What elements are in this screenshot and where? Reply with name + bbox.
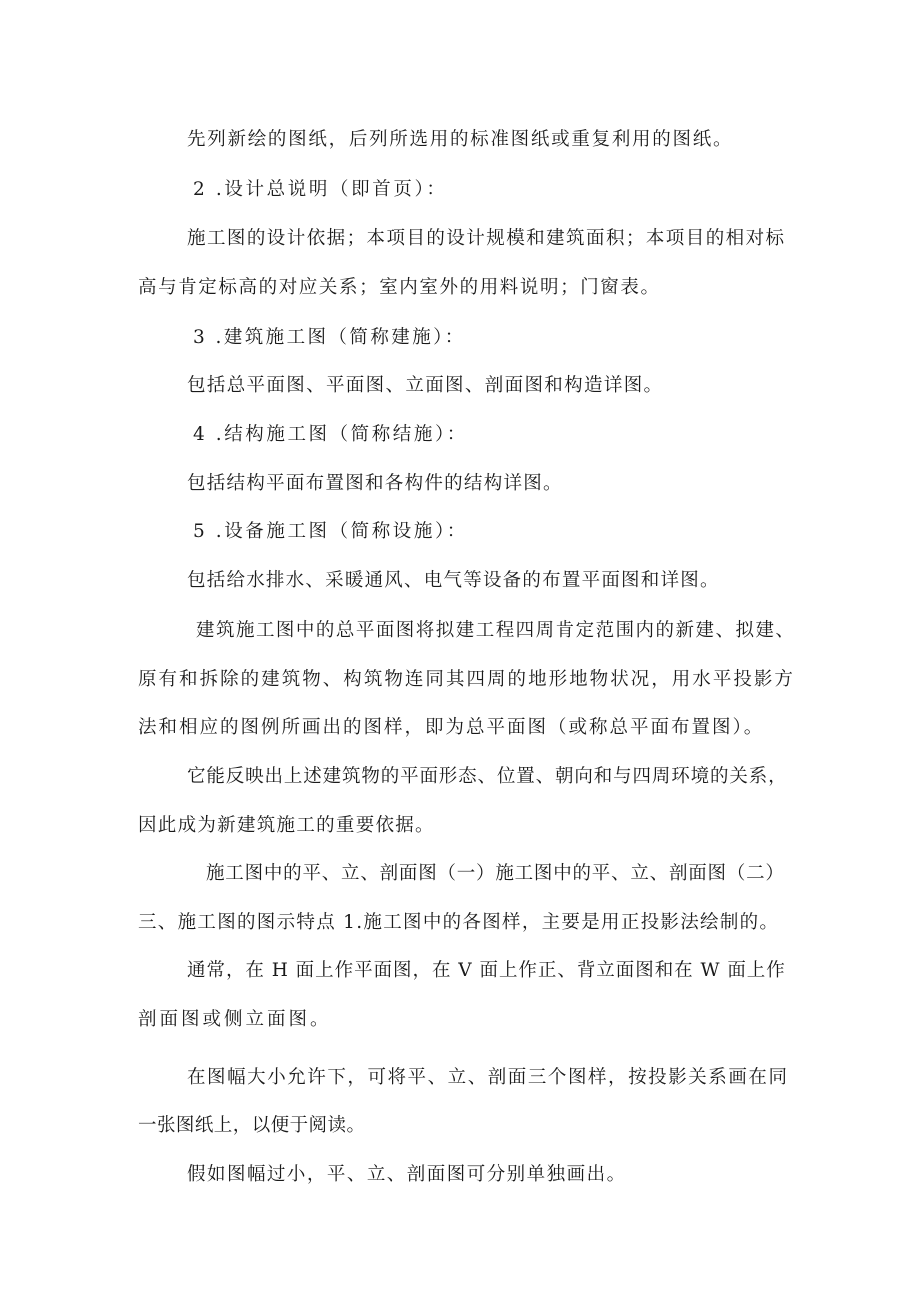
text-line: 一张图纸上，以便于阅读。	[138, 1115, 366, 1136]
section-heading-4: 4 .结构施工图（简称结施）：	[193, 424, 468, 445]
text-line: 包括总平面图、平面图、立面图、剖面图和构造详图。	[187, 375, 664, 396]
text-line: 三、施工图的图示特点 1.施工图中的各图样，主要是用正投影法绘制的。	[138, 912, 780, 933]
section-heading-3: 3 .建筑施工图（简称建施）：	[193, 327, 466, 348]
text-line: 它能反映出上述建筑物的平面形态、位置、朝向和与四周环境的关系，	[187, 766, 788, 787]
text-line: 先列新绘的图纸，后列所选用的标准图纸或重复利用的图纸。	[187, 129, 734, 150]
text-line: 包括给水排水、采暖通风、电气等设备的布置平面图和详图。	[187, 570, 720, 591]
text-line: 因此成为新建筑施工的重要依据。	[138, 815, 435, 836]
text-line: 建筑施工图中的总平面图将拟建工程四周肯定范围内的新建、拟建、	[196, 620, 796, 641]
text-line: 施工图的设计依据；本项目的设计规模和建筑面积；本项目的相对标	[187, 228, 786, 249]
section-heading-2: 2 .设计总说明（即首页）：	[193, 179, 448, 200]
text-line: 高与肯定标高的对应关系；室内室外的用料说明；门窗表。	[138, 277, 661, 298]
section-heading-5: 5 .设备施工图（简称设施）：	[193, 521, 468, 542]
text-line: 施工图中的平、立、剖面图（一）施工图中的平、立、剖面图（二）	[206, 863, 785, 884]
text-line: 包括结构平面布置图和各构件的结构详图。	[187, 473, 563, 494]
text-line: 通常，在 H 面上作平面图，在 V 面上作正、背立面图和在 W 面上作	[187, 960, 786, 981]
text-line: 剖面图或侧立面图。	[138, 1009, 332, 1030]
text-line: 假如图幅过小，平、立、剖面图可分别单独画出。	[187, 1164, 627, 1185]
text-line: 在图幅大小允许下，可将平、立、剖面三个图样，按投影关系画在同	[187, 1067, 789, 1088]
text-line: 法和相应的图例所画出的图样，即为总平面图（或称总平面布置图）。	[138, 717, 765, 738]
text-line: 原有和拆除的建筑物、构筑物连同其四周的地形地物状况，用水平投影方	[138, 669, 795, 690]
